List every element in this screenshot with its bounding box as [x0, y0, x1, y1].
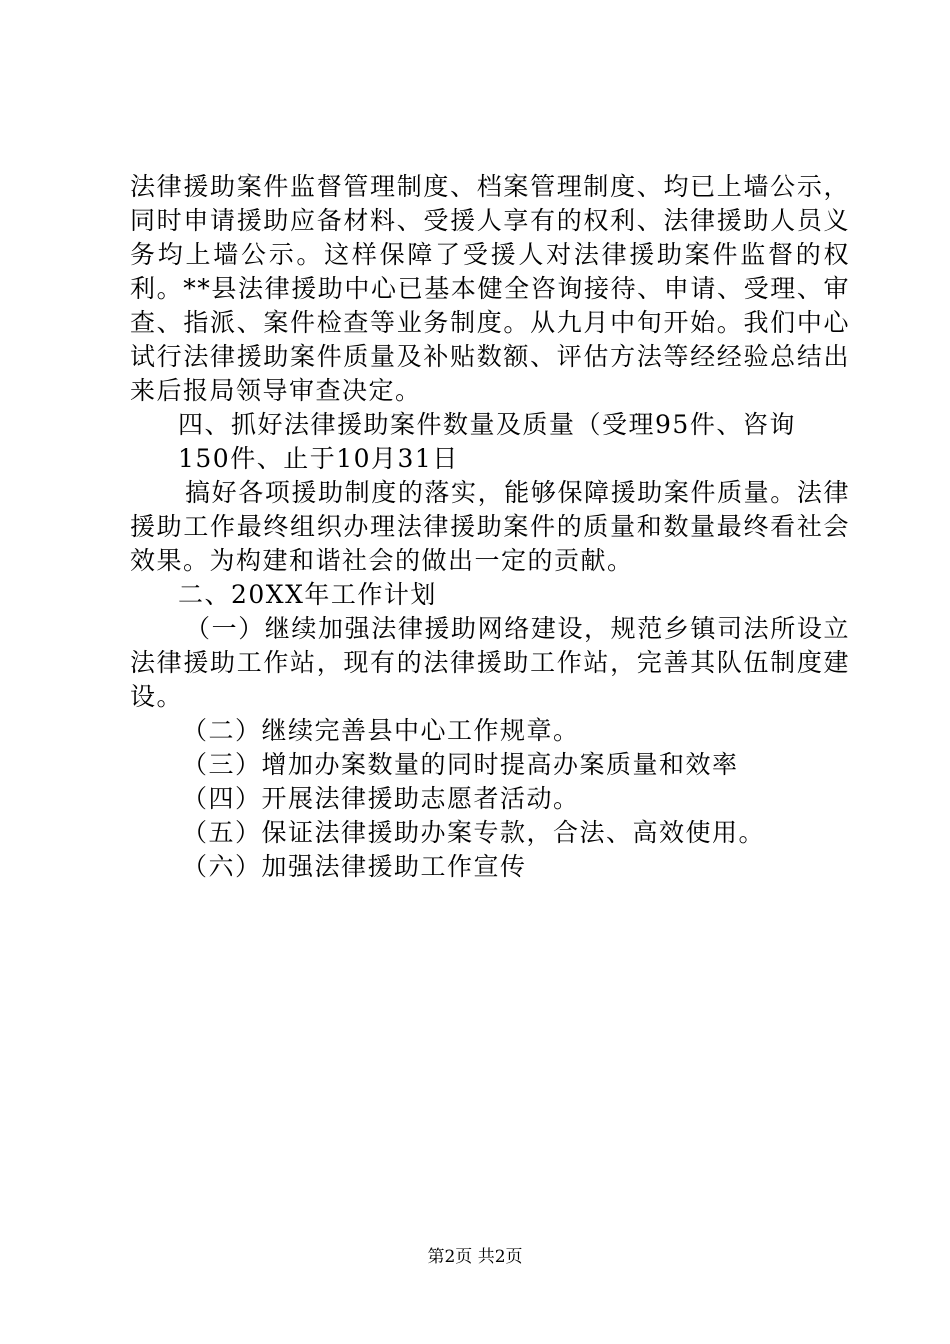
paragraph-case-quality: 搞好各项援助制度的落实，能够保障援助案件质量。法律援助工作最终组织办理法律援助案件的质量和数量最终看社会效果。为构建和谐社会的做出一定的贡献。 [130, 478, 850, 575]
plan-item-3: （三）增加办案数量的同时提高办案质量和效率 [182, 750, 739, 779]
plan-item-5: （五）保证法律援助办案专款，合法、高效使用。 [182, 818, 766, 847]
plan-item-6: （六）加强法律援助工作宣传 [182, 852, 527, 881]
plan-item-4: （四）开展法律援助志愿者活动。 [182, 784, 580, 813]
section-heading-four-cont: 150件、止于10月31日 [178, 444, 459, 473]
document-body [130, 170, 850, 884]
paragraph-continuation: 法律援助案件监督管理制度、档案管理制度、均已上墙公示，同时申请援助应备材料、受援人享有的权利、法律援助人员义务均上墙公示。这样保障了受援人对法律援助案件监督的权利。**县法律援助中心已基本健全咨询接待、申请、受理、审查、指派、案件检查等业务制度。从九月中旬开始。我们中心试行法律援助案件质量及补贴数额、评估方法等经经验总结出来后报局领导审查决定。 [130, 172, 850, 405]
plan-item-2: （二）继续完善县中心工作规章。 [182, 716, 580, 745]
section-heading-plan: 二、20XX年工作计划 [178, 580, 437, 609]
plan-item-1: （一）继续加强法律援助网络建设，规范乡镇司法所设立法律援助工作站，现有的法律援助工作站，完善其队伍制度建设。 [130, 614, 850, 711]
page-footer: 第2页 共2页 [427, 1247, 523, 1267]
section-heading-four: 四、抓好法律援助案件数量及质量（受理95件、咨询 [178, 410, 796, 439]
